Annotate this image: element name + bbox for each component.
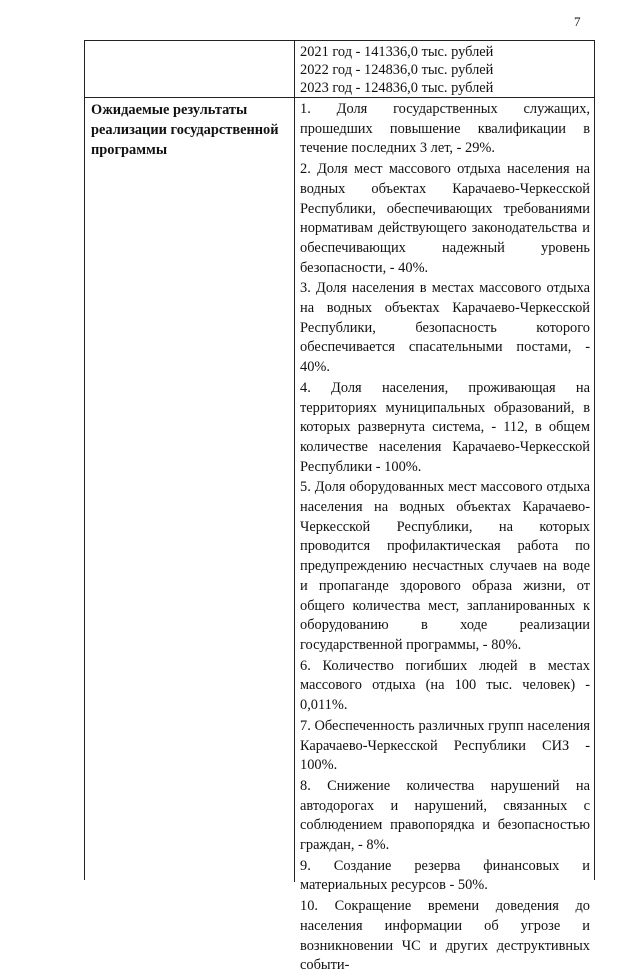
results-value-cell [295, 98, 594, 974]
financing-label-cell [85, 41, 295, 97]
financing-year-2021: 2021 год - 141336,0 тыс. рублей [300, 44, 494, 60]
result-item-2: 2. Доля мест массового отдыха населения на водных объектах Карачаево-Черкесской Республики, обеспечивающих требованиями нормативам действующего законодательства и обеспечивающих надежный уровень безопасности, - 40%. [300, 161, 590, 276]
results-list [300, 100, 590, 976]
results-label: Ожидаемые результаты реализации государственной программы [91, 102, 279, 158]
result-item-9: 9. Создание резерва финансовых и материальных ресурсов - 50%. [300, 857, 590, 894]
financing-year-2023: 2023 год - 124836,0 тыс. рублей [300, 80, 494, 96]
financing-row [85, 41, 594, 98]
program-passport-table [84, 40, 595, 974]
results-row [85, 98, 594, 974]
financing-value-cell [295, 41, 594, 97]
financing-year-2022: 2022 год - 124836,0 тыс. рублей [300, 62, 494, 78]
result-item-4: 4. Доля населения, проживающая на территориях муниципальных образований, в которых развернута система, - 112, в общем количестве населения Карачаево-Черкесской Республики - 100%. [300, 379, 590, 475]
result-item-8: 8. Снижение количества нарушений на автодорогах и нарушений, связанных с соблюдением правопорядка и безопасностью граждан, - 8%. [300, 777, 590, 854]
result-item-5: 5. Доля оборудованных мест массового отдыха населения на водных объектах Карачаево-Черкесской Республики, на которых проводится профилактическая работа по предупреждению несчастных случаев на воде и пропаганде здорового образа жизни, от общего количества мест, запланированных к оборудованию в ходе реализации государственной программы, - 80%. [300, 479, 590, 653]
result-item-10: 10. Сокращение времени доведения до населения информации об угрозе и возникновении ЧС и других деструктивных событи- [300, 898, 590, 974]
result-item-7: 7. Обеспеченность различных групп населения Карачаево-Черкесской Республики СИЗ - 100%. [300, 717, 590, 774]
result-item-3: 3. Доля населения в местах массового отдыха на водных объектах Карачаево-Черкесской Республики, безопасность которого обеспечивается спасательными постами, - 40%. [300, 280, 590, 376]
result-item-6: 6. Количество погибших людей в местах массового отдыха (на 100 тыс. человек) - 0,011%. [300, 657, 590, 714]
results-label-cell [85, 98, 295, 882]
result-item-1: 1. Доля государственных служащих, прошедших повышение квалификации в течение последних 3 лет, - 29%. [300, 101, 590, 157]
page-number: 7 [574, 14, 581, 29]
